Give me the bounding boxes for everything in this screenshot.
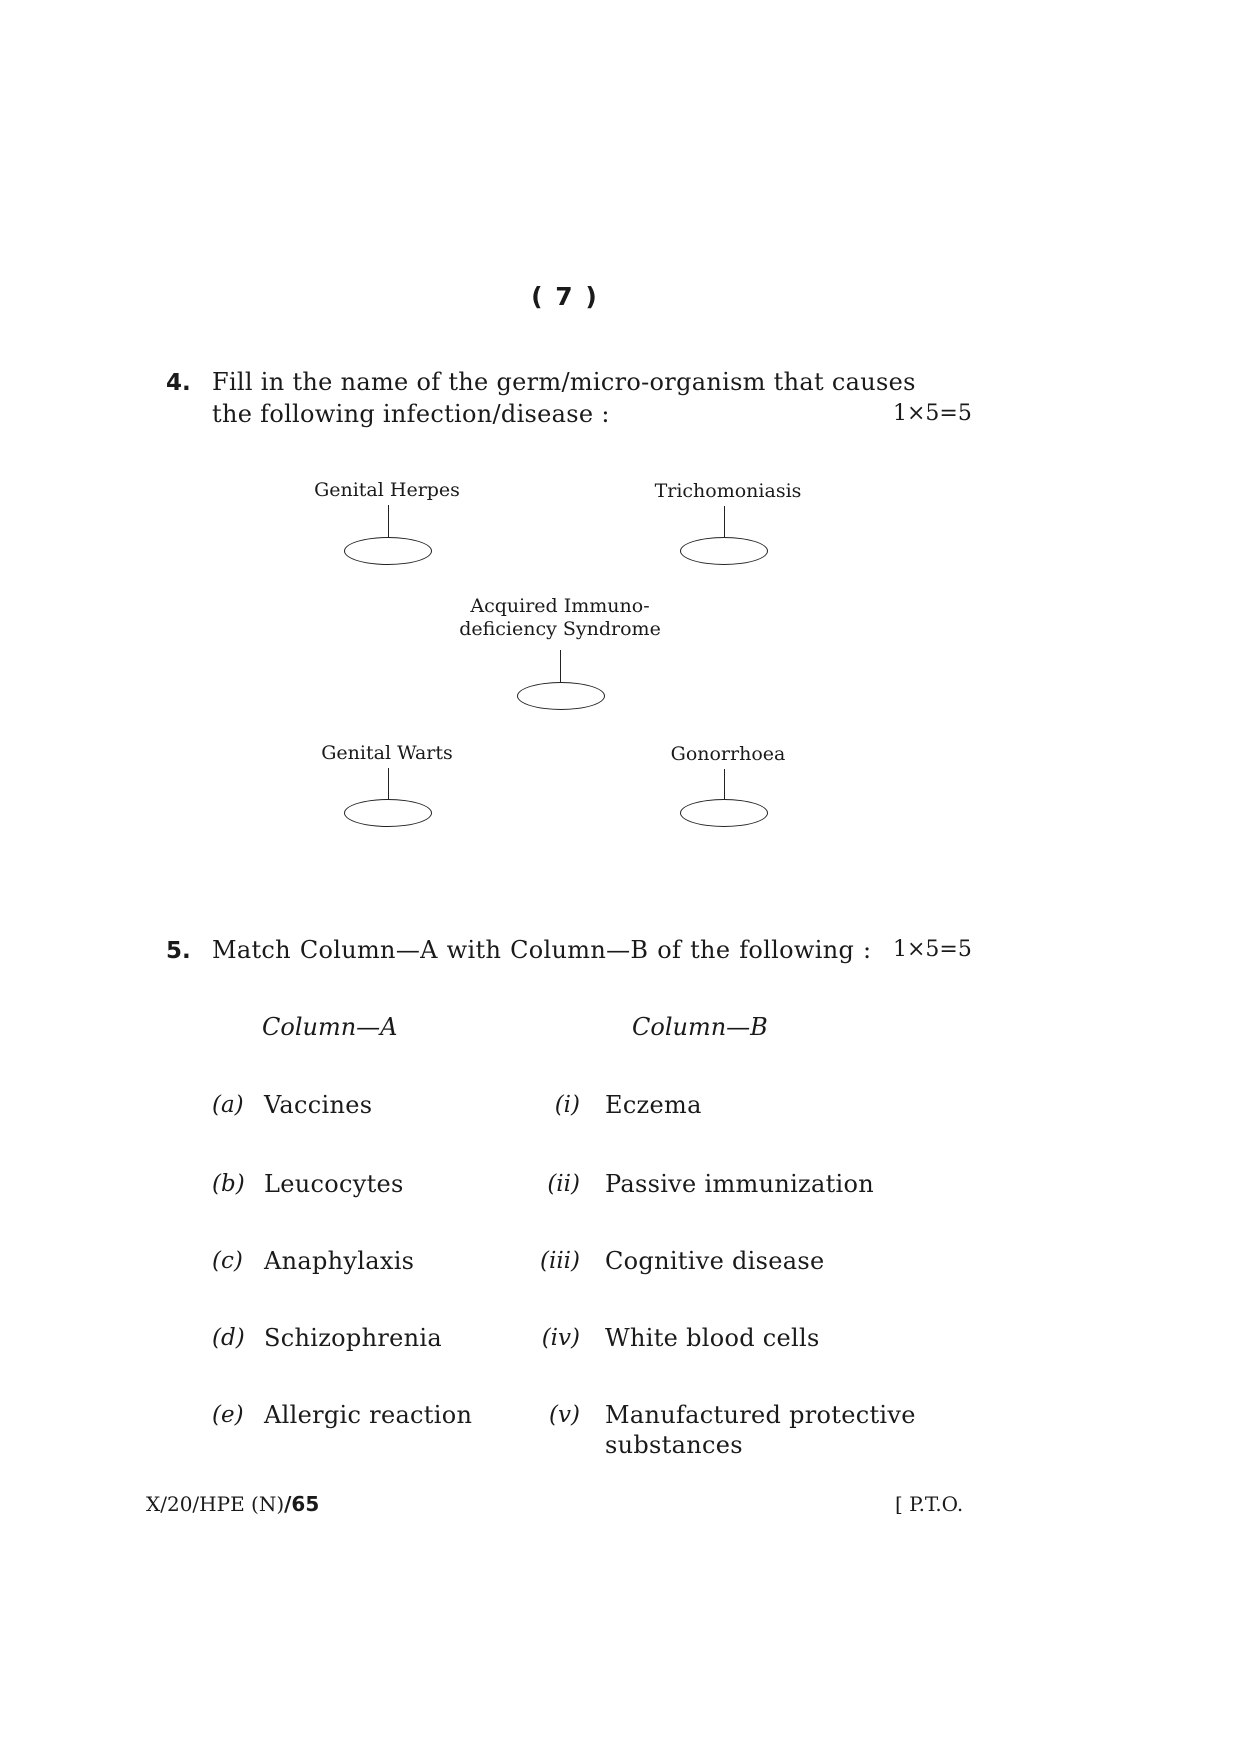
question-5-text: Match Column—A with Column—B of the following : — [212, 936, 872, 964]
column-a-item: Allergic reaction — [264, 1401, 473, 1429]
column-b-numeral: (iv) — [541, 1325, 580, 1351]
page-number: ( 7 ) — [531, 282, 599, 311]
disease-label-genital-herpes: Genital Herpes — [314, 479, 460, 501]
answer-oval-genital-herpes — [344, 537, 432, 565]
column-a-letter: (a) — [212, 1092, 244, 1118]
column-a-letter: (b) — [212, 1171, 245, 1197]
column-a-letter: (d) — [212, 1325, 245, 1351]
column-a-item: Leucocytes — [264, 1170, 404, 1198]
column-b-item-continued: substances — [605, 1431, 743, 1459]
question-4-line1: Fill in the name of the germ/micro-organism that causes — [212, 368, 916, 396]
paper-code-text: X/20/HPE (N) — [146, 1492, 285, 1516]
connector-line — [388, 768, 389, 799]
connector-line — [560, 650, 561, 682]
column-b-numeral: (ii) — [547, 1171, 580, 1197]
column-a-letter: (c) — [212, 1248, 243, 1274]
answer-oval-genital-warts — [344, 799, 432, 827]
column-b-numeral: (i) — [554, 1092, 580, 1118]
disease-label-genital-warts: Genital Warts — [321, 742, 453, 764]
column-b-item: White blood cells — [605, 1324, 820, 1352]
disease-label-aids-line1: Acquired Immuno- — [470, 595, 650, 617]
column-b-numeral: (v) — [549, 1402, 580, 1428]
question-5-marks: 1×5=5 — [893, 937, 972, 962]
column-a-item: Vaccines — [264, 1091, 373, 1119]
question-4-marks: 1×5=5 — [893, 401, 972, 426]
question-4-number: 4. — [166, 370, 191, 396]
column-b-item: Cognitive disease — [605, 1247, 825, 1275]
paper-code-page: /65 — [284, 1492, 320, 1516]
answer-oval-gonorrhoea — [680, 799, 768, 827]
disease-label-gonorrhoea: Gonorrhoea — [670, 743, 786, 765]
column-b-numeral: (iii) — [539, 1248, 580, 1274]
column-b-item: Passive immunization — [605, 1170, 875, 1198]
question-4-line2: the following infection/disease : — [212, 400, 610, 428]
column-a-item: Schizophrenia — [264, 1324, 442, 1352]
column-b-item: Eczema — [605, 1091, 702, 1119]
answer-oval-aids — [517, 682, 605, 710]
paper-code — [146, 1492, 319, 1516]
column-a-letter: (e) — [212, 1402, 244, 1428]
disease-label-aids-line2: deficiency Syndrome — [459, 618, 661, 640]
answer-oval-trichomoniasis — [680, 537, 768, 565]
column-b-item: Manufactured protective — [605, 1401, 916, 1429]
column-a-header: Column—A — [262, 1013, 398, 1041]
question-5-number: 5. — [166, 938, 191, 964]
connector-line — [724, 769, 725, 799]
column-a-item: Anaphylaxis — [264, 1247, 415, 1275]
disease-label-trichomoniasis: Trichomoniasis — [654, 480, 802, 502]
connector-line — [388, 505, 389, 537]
connector-line — [724, 506, 725, 537]
column-b-header: Column—B — [632, 1013, 768, 1041]
pto-label: [ P.T.O. — [895, 1492, 964, 1516]
